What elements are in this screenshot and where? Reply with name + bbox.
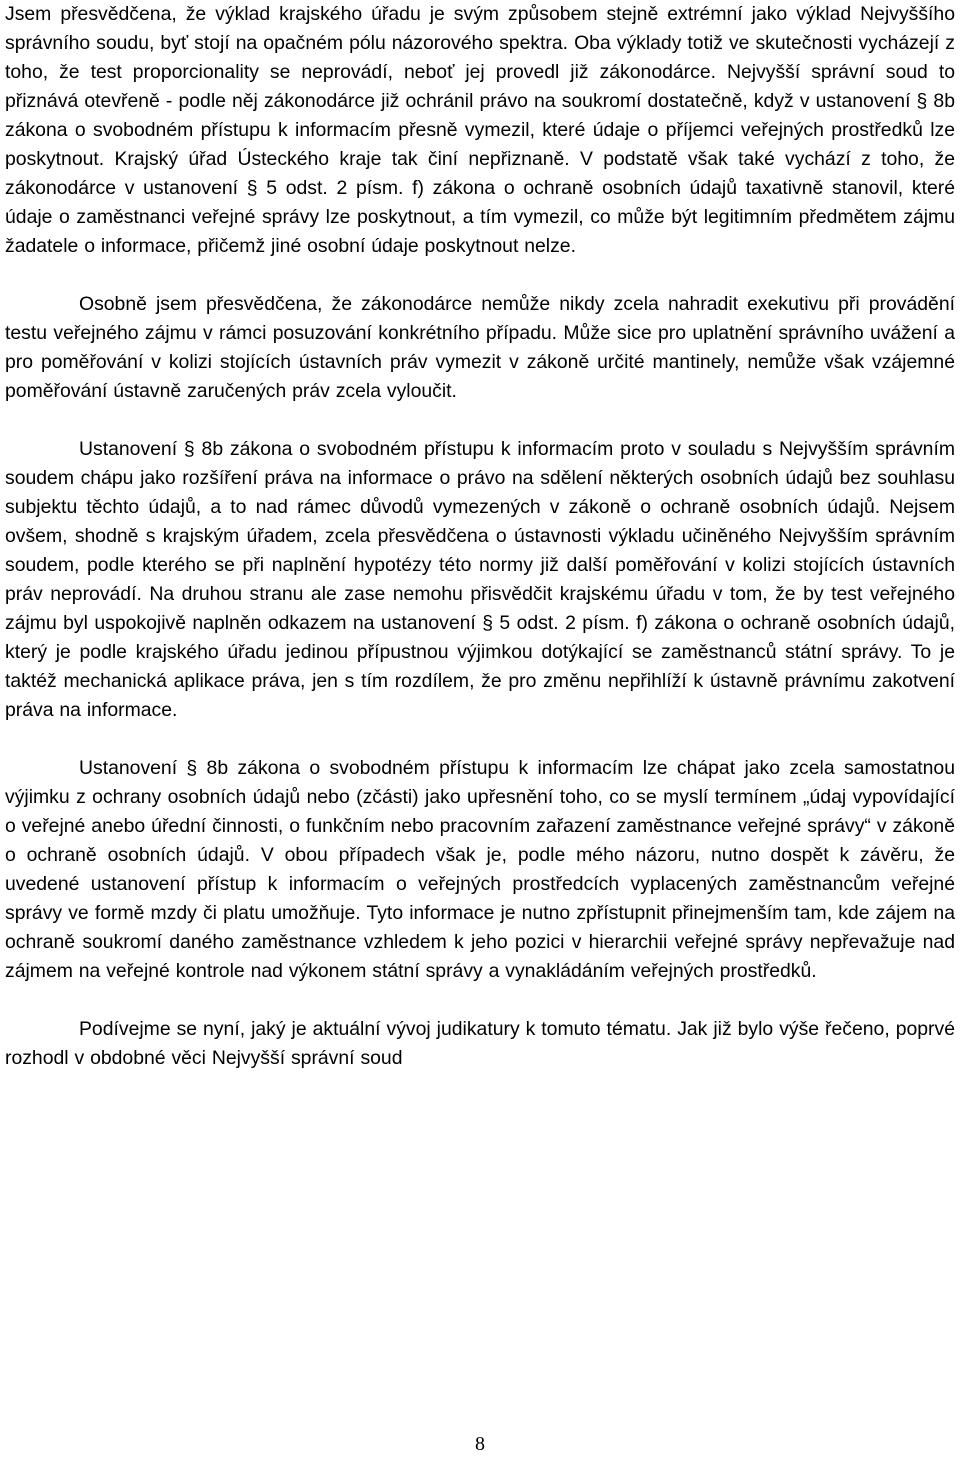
paragraph-5: Podívejme se nyní, jaký je aktuální vývoj judikatury k tomuto tématu. Jak již bylo výše řečeno, poprvé rozhodl v obdobné věci Nejvyšší správní soud bbox=[5, 1018, 955, 1069]
paragraph-3: Ustanovení § 8b zákona o svobodném přístupu k informacím proto v souladu s Nejvyšším správním soudem chápu jako rozšíření práva na informace o právo na sdělení některých osobních údajů bez souhlasu subjektu těchto údajů, a to nad rámec důvodů vymezených v zákoně o ochraně osobních údajů. Nejsem ovšem, shodně s krajským úřadem, zcela přesvědčena o ústavnosti výkladu učiněného Nejvyšším správním soudem, podle kterého se při naplnění hypotézy této normy již další poměřování v kolizi stojících ústavních práv neprovádí. Na druhou stranu ale zase nemohu přisvědčit krajskému úřadu v tom, že by test veřejného zájmu byl uspokojivě naplněn odkazem na ustanovení § 5 odst. 2 písm. f) zákona o ochraně osobních údajů, který je podle krajského úřadu jedinou přípustnou výjimkou dotýkající se zaměstnanců státní správy. To je taktéž mechanická aplikace práva, jen s tím rozdílem, že pro změnu nepřihlíží k ústavně právnímu zakotvení práva na informace. bbox=[5, 438, 955, 721]
paragraph-2: Osobně jsem přesvědčena, že zákonodárce nemůže nikdy zcela nahradit exekutivu při provádění testu veřejného zájmu v rámci posuzování konkrétního případu. Může sice pro uplatnění správního uvážení a pro poměřování v kolizi stojících ústavních práv vymezit v zákoně určité mantinely, nemůže však vzájemné poměřování ústavně zaručených práv zcela vyloučit. bbox=[5, 293, 955, 402]
page-number: 8 bbox=[475, 1433, 485, 1455]
document-page bbox=[5, 0, 955, 1073]
paragraph-1: Jsem přesvědčena, že výklad krajského úřadu je svým způsobem stejně extrémní jako výklad Nejvyššího správního soudu, byť stojí na opačném pólu názorového spektra. Oba výklady totiž ve skutečnosti vycházejí z toho, že test proporcionality se neprovádí, neboť jej provedl již zákonodárce. Nejvyšší správní soud to přiznává otevřeně - podle něj zákonodárce již ochránil právo na soukromí dostatečně, když v ustanovení § 8b zákona o svobodném přístupu k informacím přesně vymezil, které údaje o příjemci veřejných prostředků lze poskytnout. Krajský úřad Ústeckého kraje tak činí nepřiznaně. V podstatě však také vychází z toho, že zákonodárce v ustanovení § 5 odst. 2 písm. f) zákona o ochraně osobních údajů taxativně stanovil, které údaje o zaměstnanci veřejné správy lze poskytnout, a tím vymezil, co může být legitimním předmětem zájmu žadatele o informace, přičemž jiné osobní údaje poskytnout nelze. bbox=[5, 3, 955, 257]
paragraph-4: Ustanovení § 8b zákona o svobodném přístupu k informacím lze chápat jako zcela samostatnou výjimku z ochrany osobních údajů nebo (zčásti) jako upřesnění toho, co se myslí termínem „údaj vypovídající o veřejné anebo úřední činnosti, o funkčním nebo pracovním zařazení zaměstnance veřejné správy“ v zákoně o ochraně osobních údajů. V obou případech však je, podle mého názoru, nutno dospět k závěru, že uvedené ustanovení přístup k informacím o veřejných prostředcích vyplacených zaměstnancům veřejné správy ve formě mzdy či platu umožňuje. Tyto informace je nutno zpřístupnit přinejmenším tam, kde zájem na ochraně soukromí daného zaměstnance vzhledem k jeho pozici v hierarchii veřejné správy nepřevažuje nad zájmem na veřejné kontrole nad výkonem státní správy a vynakládáním veřejných prostředků. bbox=[5, 757, 955, 982]
